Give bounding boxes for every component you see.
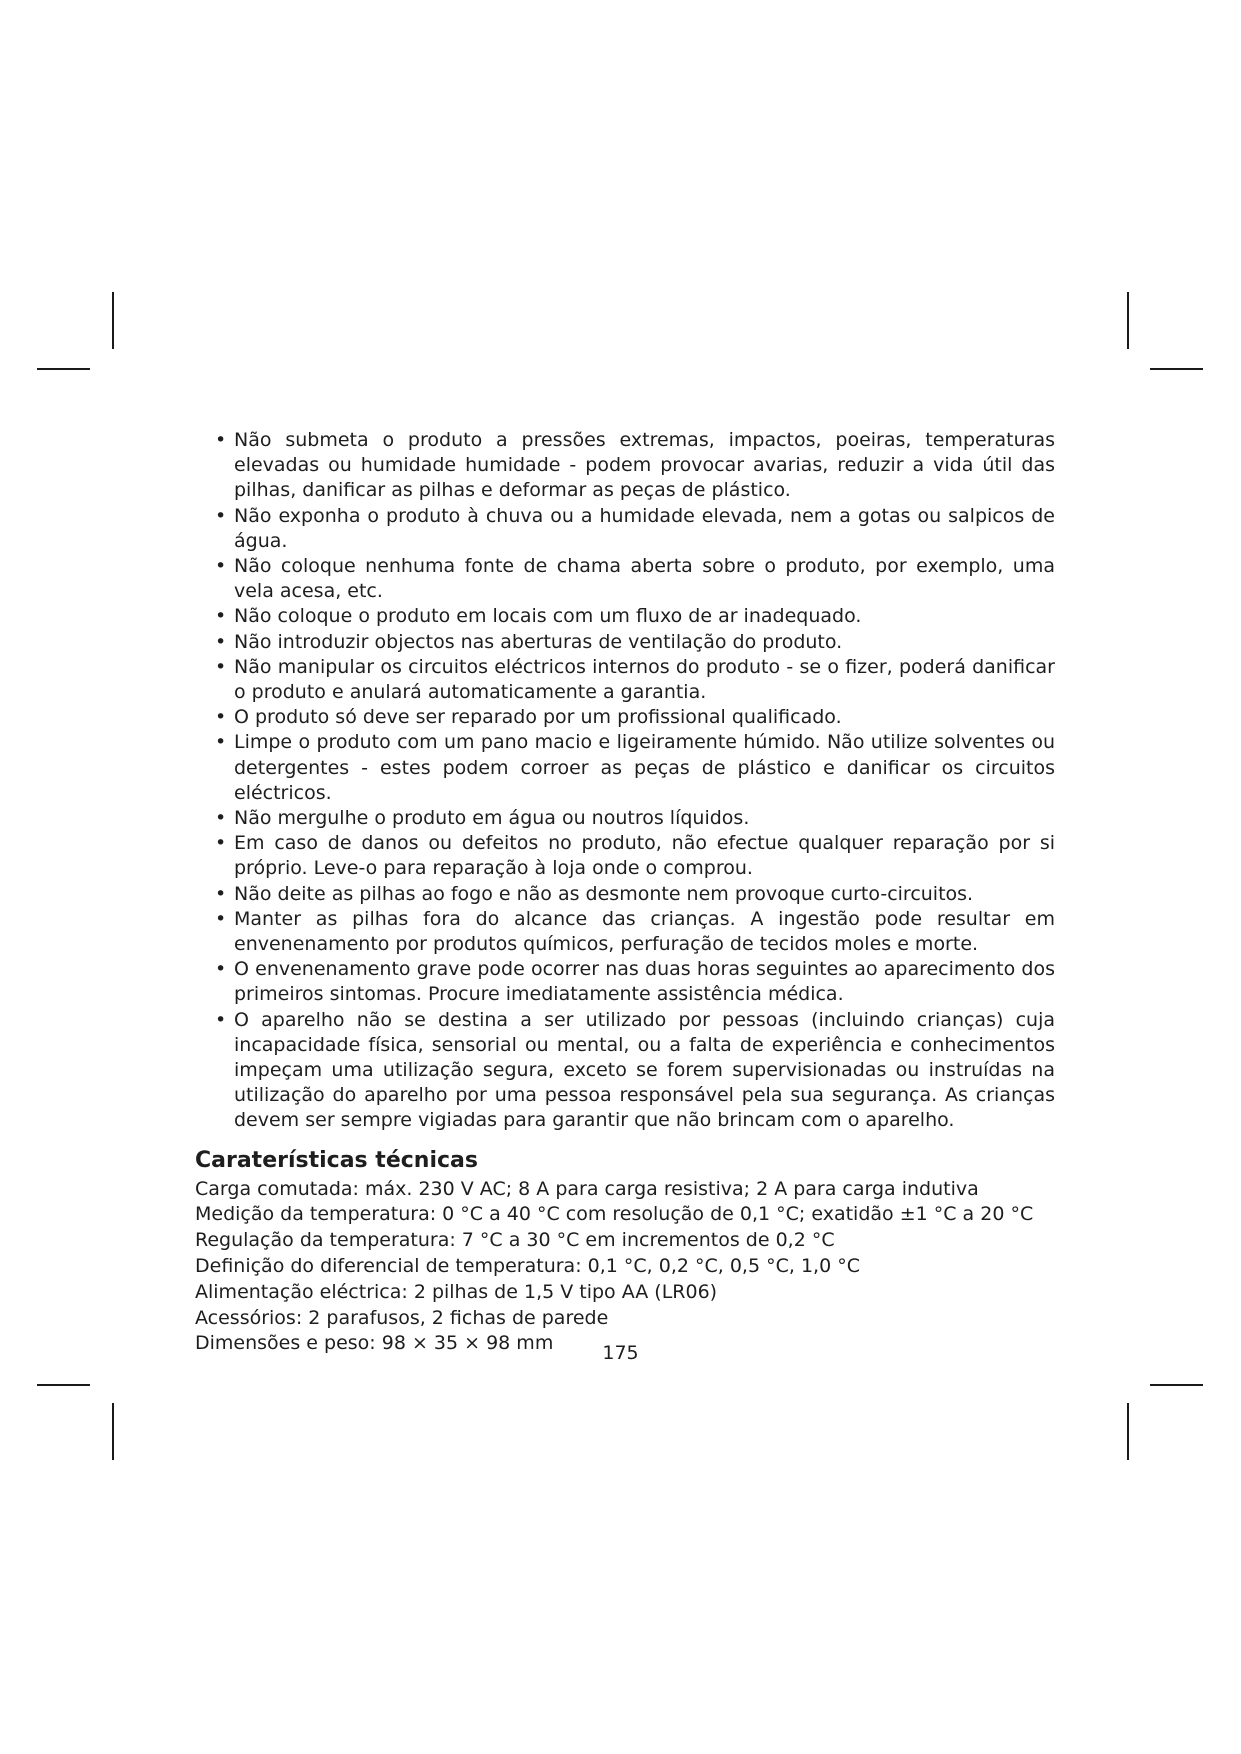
spec-line: Acessórios: 2 parafusos, 2 fichas de parede xyxy=(195,1306,609,1329)
page-number: 175 xyxy=(602,1342,639,1364)
crop-mark-top-left-horizontal xyxy=(37,368,90,370)
spec-line: Medição da temperatura: 0 °C a 40 °C com resolução de 0,1 °C; exatidão ±1 °C a 20 °C xyxy=(195,1203,1034,1226)
bullet-item xyxy=(195,604,1055,629)
crop-mark-top-left-vertical xyxy=(112,292,114,349)
crop-mark-top-right-vertical xyxy=(1127,292,1129,349)
bullet-dot: • xyxy=(215,1008,227,1031)
bullet-text: Não manipular os circuitos eléctricos internos do produto - se o fizer, poderá danificar o produto e anulará automaticamente a garantia. xyxy=(234,655,1055,704)
bullet-text: Não introduzir objectos nas aberturas de ventilação do produto. xyxy=(234,630,843,653)
bullet-item xyxy=(195,730,1055,806)
bullet-item xyxy=(195,630,1055,655)
bullet-text: Não coloque o produto em locais com um fluxo de ar inadequado. xyxy=(234,605,862,628)
bullet-dot: • xyxy=(215,429,227,451)
section-title: Caraterísticas técnicas xyxy=(195,1147,478,1173)
bullet-item xyxy=(195,655,1055,705)
crop-mark-bottom-right-vertical xyxy=(1127,1403,1129,1460)
bullet-item xyxy=(195,705,1055,730)
bullet-dot: • xyxy=(215,832,227,855)
bullet-dot: • xyxy=(215,504,227,527)
bullet-dot: • xyxy=(215,882,227,905)
bullet-text: O aparelho não se destina a ser utilizado por pessoas (incluindo crianças) cuja incapacidade física, sensorial ou mental, ou a falta de experiência e conhecimentos impeçam uma utilização segura, exceto se forem supervisionadas ou instruídas na utilização do aparelho por uma pessoa responsável pela sua segurança. As crianças devem ser sempre vigiadas para garantir que não brincam com o aparelho. xyxy=(234,1008,1055,1132)
bullet-text: Manter as pilhas fora do alcance das crianças. A ingestão pode resultar em envenenamento por produtos químicos, perfuração de tecidos moles e morte. xyxy=(234,907,1055,956)
bullet-dot: • xyxy=(215,731,227,754)
bullet-item xyxy=(195,831,1055,881)
bullet-text: Não mergulhe o produto em água ou noutros líquidos. xyxy=(234,807,750,830)
bullet-text: Não deite as pilhas ao fogo e não as desmonte nem provoque curto-circuitos. xyxy=(234,882,974,905)
bullet-dot: • xyxy=(215,655,227,678)
spec-line: Definição do diferencial de temperatura: 0,1 °C, 0,2 °C, 0,5 °C, 1,0 °C xyxy=(195,1255,860,1278)
bullet-item xyxy=(195,428,1055,504)
crop-mark-bottom-left-horizontal xyxy=(37,1384,90,1386)
crop-mark-top-right-horizontal xyxy=(1150,368,1203,370)
bullet-dot: • xyxy=(215,630,227,653)
bullet-text: Limpe o produto com um pano macio e ligeiramente húmido. Não utilize solventes ou detergentes - estes podem corroer as peças de plástico e danificar os circuitos eléctricos. xyxy=(234,731,1055,804)
bullet-text: Não submeta o produto a pressões extremas, impactos, poeiras, temperaturas elevadas ou humidade humidade - podem provocar avarias, reduzir a vida útil das pilhas, danificar as pilhas e deformar as peças de plástico. xyxy=(234,429,1055,502)
bullet-dot: • xyxy=(215,958,227,981)
bullet-item xyxy=(195,882,1055,907)
bullet-text: O envenenamento grave pode ocorrer nas duas horas seguintes ao aparecimento dos primeiros sintomas. Procure imediatamente assistência médica. xyxy=(234,958,1055,1006)
bullet-dot: • xyxy=(215,706,227,729)
bullet-item xyxy=(195,907,1055,957)
page-content xyxy=(195,428,1055,1357)
spec-line: Regulação da temperatura: 7 °C a 30 °C em incrementos de 0,2 °C xyxy=(195,1229,835,1252)
bullet-item xyxy=(195,554,1055,604)
bullet-text: Não exponha o produto à chuva ou a humidade elevada, nem a gotas ou salpicos de água. xyxy=(234,504,1055,552)
bullet-dot: • xyxy=(215,605,227,628)
technical-specs xyxy=(195,1177,1055,1358)
bullet-text: Em caso de danos ou defeitos no produto, não efectue qualquer reparação por si próprio. Leve-o para reparação à loja onde o comprou. xyxy=(234,832,1055,880)
spec-line: Alimentação eléctrica: 2 pilhas de 1,5 V tipo AA (LR06) xyxy=(195,1280,718,1303)
bullet-text: O produto só deve ser reparado por um profissional qualificado. xyxy=(234,706,842,729)
spec-line: Dimensões e peso: 98 × 35 × 98 mm xyxy=(195,1332,554,1355)
bullet-dot: • xyxy=(215,807,227,830)
bullet-item xyxy=(195,504,1055,554)
bullet-item xyxy=(195,957,1055,1007)
bullet-dot: • xyxy=(215,555,227,578)
bullet-text: Não coloque nenhuma fonte de chama aberta sobre o produto, por exemplo, uma vela acesa, etc. xyxy=(234,555,1055,603)
crop-mark-bottom-right-horizontal xyxy=(1150,1384,1203,1386)
bullet-item xyxy=(195,1008,1055,1134)
crop-mark-bottom-left-vertical xyxy=(112,1403,114,1460)
bullet-item xyxy=(195,806,1055,831)
spec-line: Carga comutada: máx. 230 V AC; 8 A para carga resistiva; 2 A para carga indutiva xyxy=(195,1177,979,1200)
bullet-dot: • xyxy=(215,907,227,930)
safety-bullet-list xyxy=(195,428,1055,1134)
